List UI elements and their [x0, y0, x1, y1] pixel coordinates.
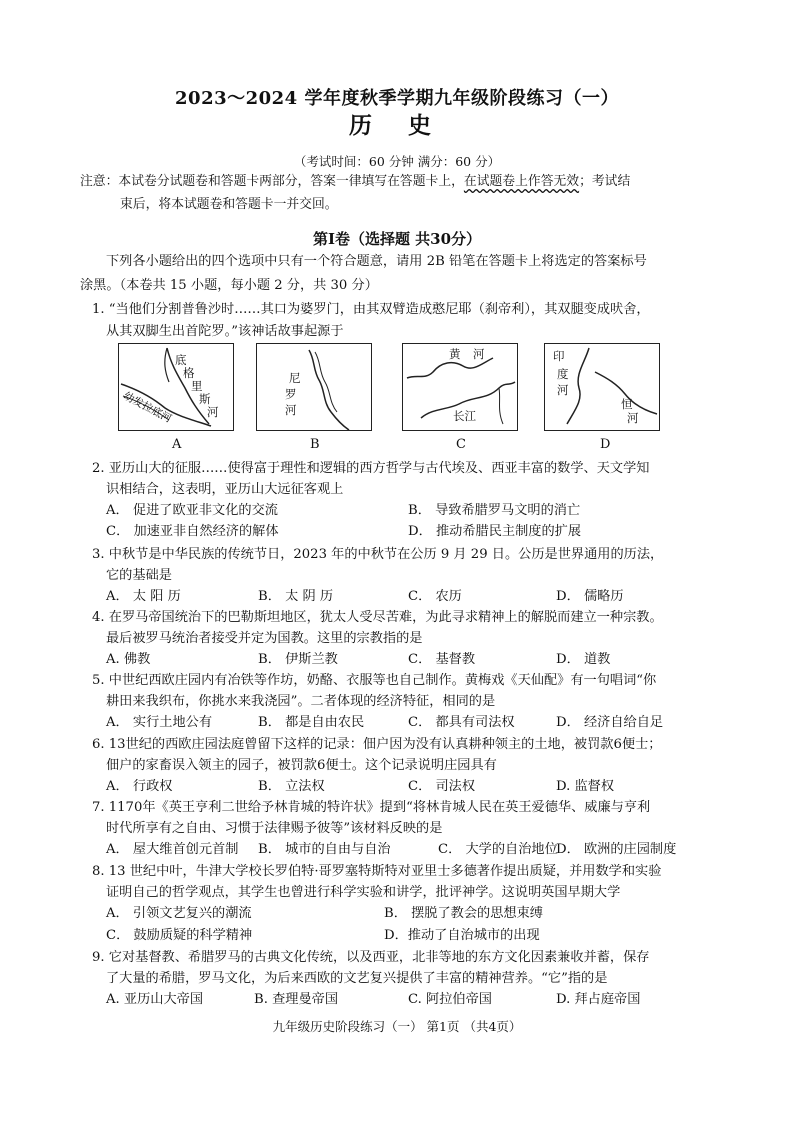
map-a-label-5: 河 [207, 405, 219, 419]
notice-line-2: 束后，将本试题卷和答题卡一并交回。 [120, 197, 338, 212]
question-9-option-b[interactable]: B. 查理曼帝国 [254, 992, 339, 1007]
notice-text-1c: ；考试结 [579, 174, 631, 189]
exam-info: （考试时间：60 分钟 满分：60 分） [293, 154, 501, 169]
map-c-label-1: 黄 [449, 347, 461, 361]
map-a-letter: A [172, 437, 182, 452]
question-2-line-1: 2. 亚历山大的征服……使得富于理性和逻辑的西方哲学与古代埃及、西亚丰富的数学、天文学知 [92, 461, 650, 476]
question-5-option-d[interactable]: D． 经济自给自足 [556, 715, 664, 730]
map-c[interactable] [402, 343, 518, 431]
question-5-line-2: 耕田来我织布，你挑水来我浇园”。二者体现的经济特征，相同的是 [106, 694, 496, 709]
map-a[interactable] [118, 343, 234, 431]
question-6-option-c[interactable]: C． 司法权 [408, 779, 476, 794]
map-b[interactable] [256, 343, 372, 431]
question-7-line-1: 7. 1170年《英王亨利二世给予林肯城的特许状》提到“将林肯城人民在英王爱德华、威廉与亨利 [92, 800, 651, 815]
question-7-option-c[interactable]: C． 大学的自治地位 [438, 842, 558, 857]
question-8-line-2: 证明自己的哲学观点，其学生也曾进行科学实验和讲学，批评神学。这说明英国早期大学 [106, 885, 621, 900]
question-3-line-2: 它的基础是 [106, 568, 172, 583]
map-d-label-4: 恒 [621, 397, 633, 411]
question-6-option-b[interactable]: B． 立法权 [258, 779, 325, 794]
question-8-option-c[interactable]: C． 鼓励质疑的科学精神 [106, 928, 253, 943]
map-d-label-2: 度 [557, 367, 569, 381]
question-3-option-c[interactable]: C． 农历 [408, 589, 462, 604]
map-c-label-3: 长江 [453, 409, 476, 423]
question-8-line-1: 8. 13 世纪中叶，牛津大学校长罗伯特·哥罗塞特斯特对亚里士多德著作提出质疑，并用数学和实验 [92, 864, 662, 879]
question-9-line-1: 9. 它对基督教、希腊罗马的古典文化传统，以及西亚，北非等地的东方文化因素兼收并蓄，保存 [92, 950, 650, 965]
notice-label: 注意： [80, 174, 119, 189]
question-8-option-d[interactable]: D．推动了自治城市的出现 [384, 928, 540, 943]
question-5-option-b[interactable]: B． 都是自由农民 [258, 715, 365, 730]
question-9-option-a[interactable]: A. 亚历山大帝国 [106, 992, 204, 1007]
map-a-label-4: 斯 [199, 392, 211, 406]
map-b-label-1: 尼 [289, 371, 301, 385]
question-7-option-a[interactable]: A． 屋大维首创元首制 [106, 842, 239, 857]
question-7-line-2: 时代所享有之自由、习惯于法律赐予彼等”该材料反映的是 [106, 821, 443, 836]
question-9-option-c[interactable]: C. 阿拉伯帝国 [408, 992, 492, 1007]
question-3-option-b[interactable]: B． 太 阴 历 [258, 589, 334, 604]
question-3-option-d[interactable]: D． 儒略历 [556, 589, 624, 604]
map-b-label-2: 罗 [285, 387, 297, 401]
exam-title: 2023～2024 学年度秋季学期九年级阶段练习（一） [175, 88, 619, 109]
question-9-line-2: 了大量的希腊，罗马文化，为后来西欧的文艺复兴提供了丰富的精神营养。“它”指的是 [106, 971, 608, 986]
section-title: 第Ⅰ卷（选择题 共30分） [312, 230, 482, 248]
map-a-label-euphrates: 幼发拉底河 [121, 390, 174, 426]
question-1-line-1: 1. “当他们分割普鲁沙时……其口为婆罗门，由其双臂造成憨尼耶（刹帝利），其双腿变成吠舍， [92, 302, 650, 317]
map-c-label-2: 河 [473, 347, 485, 361]
map-d-label-3: 河 [557, 383, 569, 397]
question-4-option-d[interactable]: D． 道教 [556, 652, 611, 667]
map-b-label-3: 河 [285, 403, 297, 417]
question-5-line-1: 5. 中世纪西欧庄园内有冶铁等作坊，奶酪、衣服等也自己制作。黄梅戏《天仙配》有一句唱词“你 [92, 673, 657, 688]
question-8-option-a[interactable]: A． 引领文艺复兴的潮流 [106, 906, 252, 921]
question-3-line-1: 3. 中秋节是中华民族的传统节日，2023 年的中秋节在公历 9 月 29 日。公历是世界通用的历法， [92, 547, 664, 562]
question-2-option-a[interactable]: A． 促进了欧亚非文化的交流 [106, 503, 278, 518]
notice-line-1 [80, 173, 630, 191]
question-2-option-c[interactable]: C． 加速亚非自然经济的解体 [106, 524, 279, 539]
question-5-option-c[interactable]: C． 都具有司法权 [408, 715, 515, 730]
question-5-option-a[interactable]: A． 实行土地公有 [106, 715, 213, 730]
question-6-line-1: 6. 13世纪的西欧庄园法庭曾留下这样的记录：佃户因为没有认真耕种领主的土地，被罚款6便士； [92, 737, 662, 752]
map-d-label-5: 河 [627, 411, 639, 425]
map-d-label-1: 印 [553, 349, 565, 363]
question-2-option-d[interactable]: D． 推动希腊民主制度的扩展 [408, 524, 582, 539]
notice-text-1: 本试卷分试题卷和答题卡两部分，答案一律填写在答题卡上， [118, 174, 464, 189]
question-4-option-a[interactable]: A. 佛教 [106, 652, 151, 667]
map-c-letter: C [456, 437, 466, 452]
question-6-option-d[interactable]: D. 监督权 [556, 779, 615, 794]
map-b-rivers [257, 344, 371, 430]
page-footer: 九年级历史阶段练习（一） 第1页 （共4页） [272, 1019, 522, 1034]
question-2-option-b[interactable]: B． 导致希腊罗马文明的消亡 [408, 503, 581, 518]
question-4-option-b[interactable]: B． 伊斯兰教 [258, 652, 338, 667]
question-6-line-2: 佃户的家畜误入领主的园子，被罚款6便士。这个记录说明庄园具有 [106, 758, 497, 773]
question-3-option-a[interactable]: A． 太 阳 历 [106, 589, 181, 604]
question-4-option-c[interactable]: C． 基督教 [408, 652, 476, 667]
question-7-option-b[interactable]: B． 城市的自由与自治 [258, 842, 391, 857]
notice-emphasis: 在试题卷上作答无效 [463, 174, 580, 189]
map-a-label-2: 格 [183, 366, 195, 380]
question-4-line-2: 最后被罗马统治者接受并定为国教。这里的宗教指的是 [106, 631, 423, 646]
question-2-line-2: 识相结合，这表明，亚历山大远征客观上 [106, 482, 344, 497]
section-intro-2: 涂黑。（本卷共 15 小题，每小题 2 分，共 30 分） [80, 278, 378, 293]
map-a-label-3: 里 [191, 379, 203, 393]
map-d-letter: D [600, 437, 611, 452]
question-6-option-a[interactable]: A． 行政权 [106, 779, 173, 794]
question-1-line-2: 从其双脚生出首陀罗。”该神话故事起源于 [106, 324, 344, 339]
map-b-letter: B [310, 437, 320, 452]
question-8-option-b[interactable]: B． 摆脱了教会的思想束缚 [384, 906, 543, 921]
subject-title: 历 史 [348, 112, 445, 139]
question-9-option-d[interactable]: D. 拜占庭帝国 [556, 992, 641, 1007]
map-d[interactable] [544, 343, 660, 431]
question-7-option-d[interactable]: D． 欧洲的庄园制度 [556, 842, 677, 857]
question-1-maps [118, 343, 658, 453]
question-4-line-1: 4. 在罗马帝国统治下的巴勒斯坦地区，犹太人受尽苦难，为此寻求精神上的解脱而建立一种宗教。 [92, 610, 663, 625]
section-intro-1: 下列各小题给出的四个选项中只有一个符合题意，请用 2B 铅笔在答题卡上将选定的答案标号 [106, 254, 647, 269]
map-a-label-1: 底 [175, 353, 187, 367]
